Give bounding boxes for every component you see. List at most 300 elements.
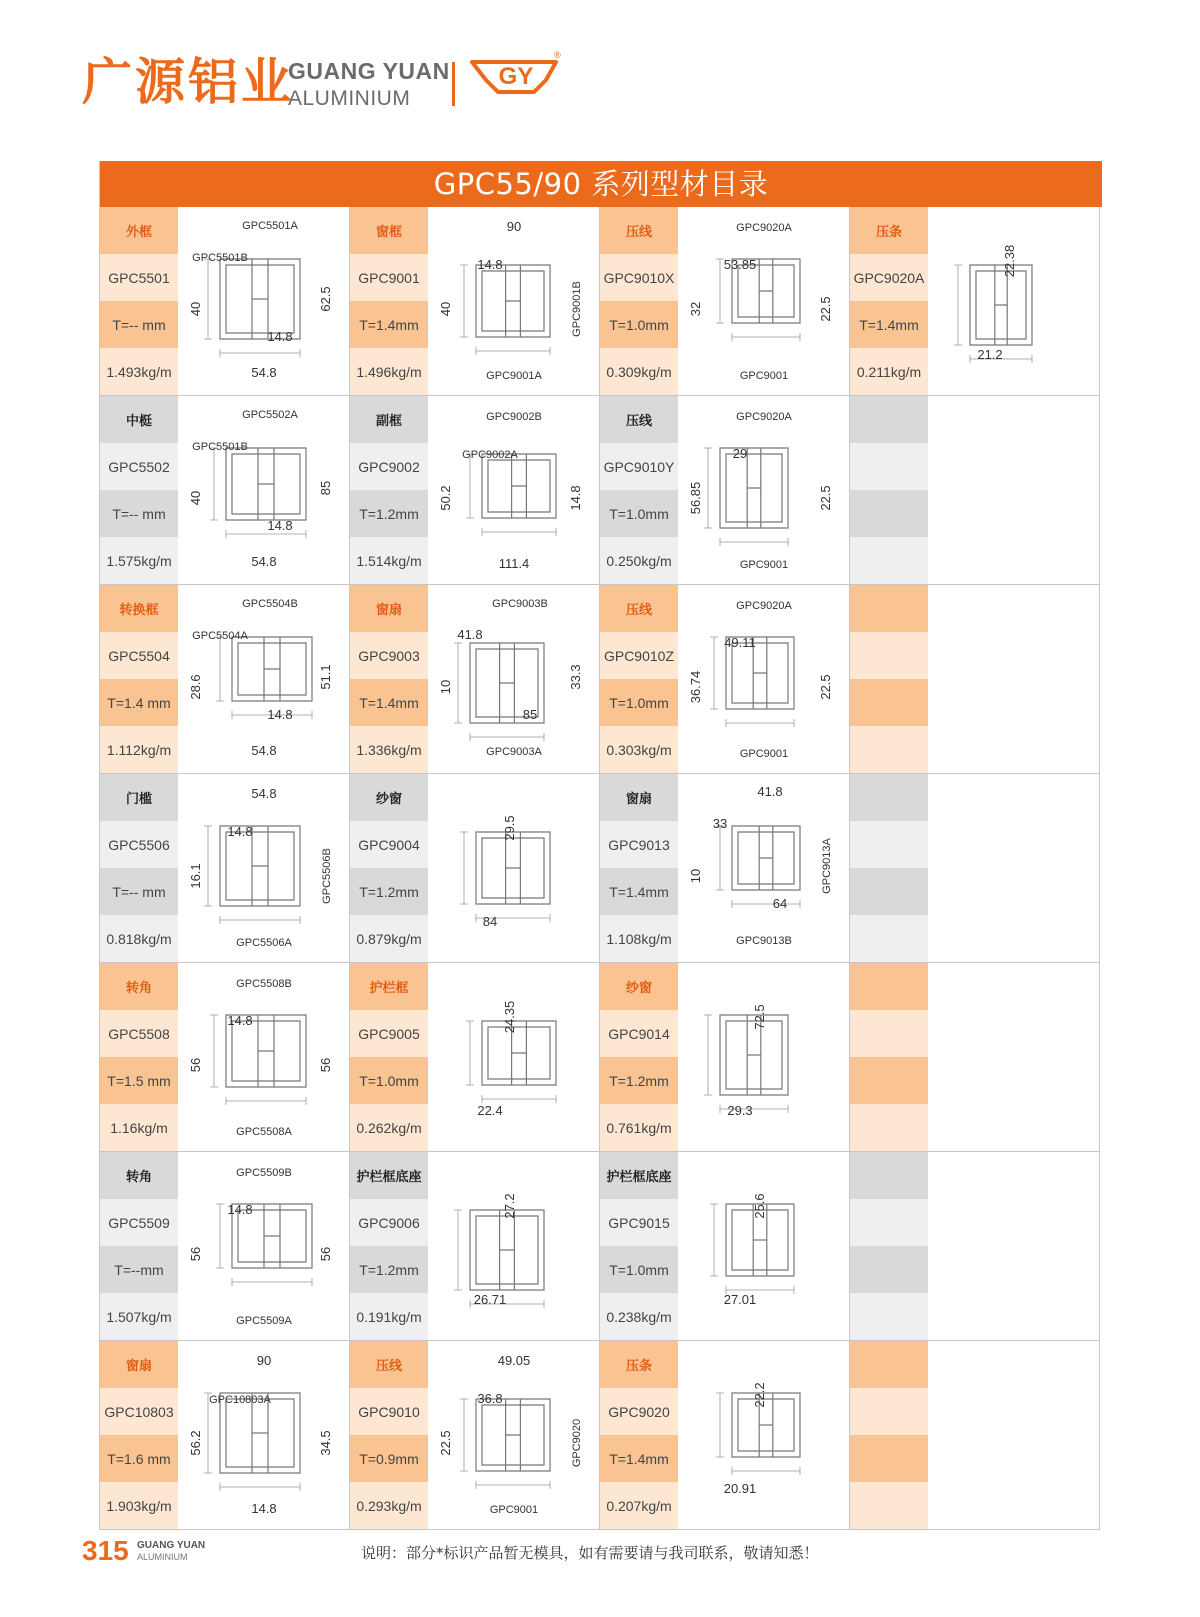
profile-model: GPC9013: [600, 821, 678, 868]
profile-info: [350, 396, 428, 584]
profile-cell: [600, 1152, 850, 1341]
profile-drawing: [430, 587, 598, 771]
profile-thickness: T=1.2mm: [350, 490, 428, 537]
part-code-label: GPC5501B: [192, 252, 248, 264]
profile-weight: 0.879kg/m: [350, 915, 428, 962]
dimension-label: 54.8: [251, 743, 277, 758]
profile-weight: 0.238kg/m: [600, 1293, 678, 1340]
profile-type: 窗扇: [600, 774, 678, 821]
profile-info: [850, 207, 928, 395]
profile-type: 窗扇: [100, 1341, 178, 1388]
profile-weight: 0.207kg/m: [600, 1482, 678, 1529]
profile-info: [100, 207, 178, 395]
profile-weight: 0.309kg/m: [600, 348, 678, 395]
profile-info: [100, 396, 178, 584]
profile-thickness: T=1.0mm: [600, 679, 678, 726]
catalog-title: GPC55/90 系列型材目录: [100, 161, 1102, 207]
profile-thickness: T=1.4mm: [350, 301, 428, 348]
dimension-label: 56: [188, 1057, 203, 1073]
profile-thickness: T=1.0mm: [350, 1057, 428, 1104]
profile-info: [600, 207, 678, 395]
part-code-label: GPC9001: [739, 748, 789, 760]
profile-drawing: [180, 398, 348, 582]
dimension-label: 56.2: [188, 1430, 203, 1456]
profile-type: 护栏框: [350, 963, 428, 1010]
profile-drawing: [680, 776, 848, 960]
profile-cross-section: [180, 776, 348, 960]
profile-thickness: T=1.2mm: [350, 1246, 428, 1293]
profile-model: GPC9003: [350, 632, 428, 679]
dimension-label: 27.01: [723, 1292, 757, 1307]
part-code-label: GPC5509A: [236, 1315, 292, 1327]
profile-cell: [850, 1341, 1100, 1530]
profile-thickness: [850, 1057, 928, 1104]
profile-weight: 1.903kg/m: [100, 1482, 178, 1529]
profile-model: [850, 632, 928, 679]
part-code-label: GPC5509B: [236, 1167, 292, 1179]
profile-type: 窗扇: [350, 585, 428, 632]
profile-thickness: T=1.0mm: [600, 301, 678, 348]
profile-type: 护栏框底座: [600, 1152, 678, 1199]
profile-weight: 1.496kg/m: [350, 348, 428, 395]
profile-info: [850, 1341, 928, 1529]
profile-info: [600, 585, 678, 773]
profile-cross-section: [430, 1154, 598, 1338]
profile-type: 副框: [350, 396, 428, 443]
profile-cross-section: [180, 1343, 348, 1527]
profile-cell: [100, 1152, 350, 1341]
profile-cross-section: [430, 965, 598, 1149]
profile-cell: [600, 1341, 850, 1530]
profile-info: [600, 963, 678, 1151]
profile-cell: [850, 207, 1100, 396]
profile-weight: [850, 1482, 928, 1529]
dimension-label: 14.8: [267, 707, 293, 722]
dimension-label: 22.4: [477, 1103, 503, 1118]
part-code-label: GPC9020A: [736, 222, 792, 234]
dimension-label: 49.11: [724, 635, 756, 650]
profile-type: 中梃: [100, 396, 178, 443]
profile-cell: [350, 963, 600, 1152]
profile-info: [100, 585, 178, 773]
profile-cross-section: [180, 398, 348, 582]
dimension-label: 34.5: [318, 1430, 333, 1456]
profile-info: [850, 774, 928, 962]
profile-info: [850, 585, 928, 773]
profile-weight: [850, 537, 928, 584]
profile-type: 转角: [100, 963, 178, 1010]
profile-cross-section: [430, 776, 598, 960]
profile-info: [600, 774, 678, 962]
profile-info: [100, 963, 178, 1151]
dimension-label: 36.74: [688, 670, 703, 704]
dimension-label: 14.8: [267, 329, 293, 344]
profile-cell: [350, 774, 600, 963]
profile-type: [850, 1341, 928, 1388]
profile-model: [850, 1388, 928, 1435]
profile-info: [600, 1152, 678, 1340]
profile-model: GPC9020A: [850, 254, 928, 301]
profile-model: GPC5509: [100, 1199, 178, 1246]
dimension-label: 29.5: [502, 815, 517, 841]
profile-weight: 0.250kg/m: [600, 537, 678, 584]
footer-note: 说明：部分*标识产品暂无模具，如有需要请与我司联系，敬请知悉！: [361, 1544, 819, 1562]
profile-weight: 1.493kg/m: [100, 348, 178, 395]
profile-drawing: [180, 209, 348, 393]
dimension-label: 41.8: [757, 784, 783, 799]
part-code-label: GPC5506B: [321, 848, 333, 904]
brand-subtitle-en: ALUMINIUM: [288, 87, 411, 110]
footer-brand-subtitle: ALUMINIUM: [137, 1552, 188, 1562]
dimension-label: 54.8: [251, 365, 277, 380]
profile-drawing: [430, 1343, 598, 1527]
dimension-label: 84: [482, 914, 498, 929]
dimension-label: 22.2: [752, 1382, 767, 1408]
profile-thickness: T=-- mm: [100, 868, 178, 915]
profile-catalog: [99, 161, 1102, 1530]
dimension-label: 10: [438, 679, 453, 695]
profile-cross-section: [180, 1154, 348, 1338]
profile-thickness: T=1.4mm: [850, 301, 928, 348]
profile-drawing: [680, 965, 848, 1149]
part-code-label: GPC5504A: [192, 630, 248, 642]
part-code-label: GPC10803A: [209, 1394, 271, 1406]
profile-model: GPC9014: [600, 1010, 678, 1057]
profile-model: [850, 1199, 928, 1246]
dimension-label: 14.8: [568, 485, 583, 511]
part-code-label: GPC5508B: [236, 978, 292, 990]
dimension-label: 29.3: [727, 1103, 753, 1118]
profile-info: [350, 1341, 428, 1529]
profile-cell: [350, 207, 600, 396]
profile-cell: [600, 585, 850, 774]
profile-cell: [100, 963, 350, 1152]
profile-thickness: T=1.5 mm: [100, 1057, 178, 1104]
profile-info: [100, 1152, 178, 1340]
profile-thickness: T=1.2mm: [350, 868, 428, 915]
dimension-label: 33.3: [568, 664, 583, 690]
profile-drawing: [930, 209, 1098, 393]
dimension-label: 90: [256, 1353, 272, 1368]
profile-model: GPC5506: [100, 821, 178, 868]
brand-name-en: GUANG YUAN: [288, 58, 450, 84]
profile-info: [850, 396, 928, 584]
profile-type: 压条: [850, 207, 928, 254]
profile-cross-section: [680, 398, 848, 582]
part-code-label: GPC9020: [571, 1418, 583, 1468]
profile-thickness: T=1.0mm: [600, 490, 678, 537]
profile-drawing: [180, 1154, 348, 1338]
profile-cell: [350, 585, 600, 774]
registered-mark: ®: [554, 50, 561, 60]
dimension-label: 56: [318, 1246, 333, 1262]
profile-model: GPC9010Y: [600, 443, 678, 490]
profile-type: 纱窗: [350, 774, 428, 821]
dimension-label: 41.8: [457, 627, 483, 642]
profile-thickness: [850, 1246, 928, 1293]
company-logo: [468, 50, 564, 106]
profile-model: GPC9010X: [600, 254, 678, 301]
profile-model: GPC10803: [100, 1388, 178, 1435]
dimension-label: 26.71: [473, 1292, 507, 1307]
dimension-label: 40: [438, 301, 453, 317]
profile-type: 压线: [350, 1341, 428, 1388]
profile-thickness: T=1.2mm: [600, 1057, 678, 1104]
profile-type: 纱窗: [600, 963, 678, 1010]
profile-type: 压线: [600, 396, 678, 443]
profile-cell: [350, 396, 600, 585]
profile-cross-section: [430, 209, 598, 393]
profile-drawing: [430, 209, 598, 393]
dimension-label: 16.1: [188, 863, 203, 889]
brand-divider: [452, 62, 455, 106]
profile-cell: [350, 1152, 600, 1341]
dimension-label: 111.4: [498, 556, 530, 571]
profile-weight: [850, 1104, 928, 1151]
profile-model: GPC9001: [350, 254, 428, 301]
profile-info: [100, 774, 178, 962]
profile-thickness: [850, 490, 928, 537]
profile-model: GPC5508: [100, 1010, 178, 1057]
page-number: 315: [82, 1535, 129, 1566]
part-code-label: GPC9013A: [821, 838, 833, 894]
profile-thickness: [850, 679, 928, 726]
dimension-label: 85: [318, 480, 333, 496]
part-code-label: GPC9001A: [486, 370, 542, 382]
dimension-label: 72.5: [752, 1004, 767, 1030]
profile-weight: 1.507kg/m: [100, 1293, 178, 1340]
profile-weight: 1.514kg/m: [350, 537, 428, 584]
profile-model: GPC9006: [350, 1199, 428, 1246]
profile-info: [350, 207, 428, 395]
profile-weight: 0.818kg/m: [100, 915, 178, 962]
profile-weight: [850, 915, 928, 962]
profile-cross-section: [180, 965, 348, 1149]
part-code-label: GPC5508A: [236, 1126, 292, 1138]
profile-cell: [100, 207, 350, 396]
profile-cross-section: [680, 1154, 848, 1338]
dimension-label: 40: [188, 301, 203, 317]
profile-model: [850, 443, 928, 490]
dimension-label: 36.8: [477, 1391, 503, 1406]
dimension-label: 50.2: [438, 485, 453, 511]
dimension-label: 24.35: [502, 1000, 517, 1034]
profile-type: 护栏框底座: [350, 1152, 428, 1199]
profile-type: 转角: [100, 1152, 178, 1199]
profile-weight: 0.761kg/m: [600, 1104, 678, 1151]
profile-cross-section: [680, 1343, 848, 1527]
profile-drawing: [180, 776, 348, 960]
profile-weight: 1.112kg/m: [100, 726, 178, 773]
profile-info: [350, 1152, 428, 1340]
profile-info: [350, 585, 428, 773]
dimension-label: 49.05: [497, 1353, 531, 1368]
profile-weight: 0.262kg/m: [350, 1104, 428, 1151]
part-code-label: GPC9001: [739, 370, 789, 382]
profile-drawing: [430, 1154, 598, 1338]
part-code-label: GPC5506A: [236, 937, 292, 949]
profile-cell: [100, 396, 350, 585]
profile-model: GPC9005: [350, 1010, 428, 1057]
profile-model: [850, 821, 928, 868]
profile-drawing: [430, 398, 598, 582]
profile-drawing: [180, 1343, 348, 1527]
dimension-label: 14.8: [477, 257, 503, 272]
dimension-label: 54.8: [251, 786, 277, 801]
profile-model: GPC9004: [350, 821, 428, 868]
profile-type: [850, 963, 928, 1010]
dimension-label: 54.8: [251, 554, 277, 569]
part-code-label: GPC9001: [489, 1504, 539, 1516]
profile-info: [100, 1341, 178, 1529]
part-code-label: GPC9020A: [736, 411, 792, 423]
profile-cell: [600, 963, 850, 1152]
profile-drawing: [430, 965, 598, 1149]
profile-cell: [850, 774, 1100, 963]
profile-drawing: [430, 776, 598, 960]
profile-thickness: [850, 1435, 928, 1482]
profile-weight: 0.211kg/m: [850, 348, 928, 395]
dimension-label: 32: [688, 301, 703, 317]
dimension-label: 40: [188, 490, 203, 506]
dimension-label: 53.85: [723, 257, 757, 272]
part-code-label: GPC5504B: [242, 598, 298, 610]
profile-weight: 0.293kg/m: [350, 1482, 428, 1529]
profile-cell: [850, 1152, 1100, 1341]
dimension-label: 14.8: [251, 1501, 277, 1516]
dimension-label: 21.2: [977, 347, 1003, 362]
profile-model: GPC9020: [600, 1388, 678, 1435]
profile-type: 压线: [600, 207, 678, 254]
profile-thickness: T=1.4 mm: [100, 679, 178, 726]
dimension-label: 56: [188, 1246, 203, 1262]
profile-drawing: [180, 965, 348, 1149]
part-code-label: GPC5501B: [192, 441, 248, 453]
profile-drawing: [180, 587, 348, 771]
profile-thickness: [850, 868, 928, 915]
profile-cross-section: [430, 1343, 598, 1527]
dimension-label: 14.8: [227, 1202, 253, 1217]
dimension-label: 28.6: [188, 674, 203, 700]
profile-type: [850, 585, 928, 632]
part-code-label: GPC5502A: [242, 409, 298, 421]
profile-cell: [600, 774, 850, 963]
profile-weight: 1.16kg/m: [100, 1104, 178, 1151]
dimension-label: 14.8: [227, 824, 253, 839]
profile-weight: 0.191kg/m: [350, 1293, 428, 1340]
profile-weight: [850, 726, 928, 773]
profile-weight: 1.108kg/m: [600, 915, 678, 962]
profile-drawing: [680, 1343, 848, 1527]
profile-type: 窗框: [350, 207, 428, 254]
profile-thickness: T=1.4mm: [600, 868, 678, 915]
profile-type: 压条: [600, 1341, 678, 1388]
dimension-label: 85: [522, 707, 538, 722]
profile-model: GPC9010Z: [600, 632, 678, 679]
profile-info: [350, 774, 428, 962]
profile-cross-section: [680, 209, 848, 393]
profile-cross-section: [680, 776, 848, 960]
profile-drawing: [680, 209, 848, 393]
profile-model: GPC5504: [100, 632, 178, 679]
dimension-label: 51.1: [318, 664, 333, 690]
profile-weight: 0.303kg/m: [600, 726, 678, 773]
dimension-label: 90: [506, 219, 522, 234]
profile-weight: 1.575kg/m: [100, 537, 178, 584]
dimension-label: 22.38: [1002, 244, 1017, 278]
profile-cross-section: [180, 587, 348, 771]
profile-cell: [850, 396, 1100, 585]
dimension-label: 25.6: [752, 1193, 767, 1219]
dimension-label: 27.2: [502, 1193, 517, 1219]
dimension-label: 22.5: [818, 674, 833, 700]
profile-type: 转换框: [100, 585, 178, 632]
dimension-label: 56: [318, 1057, 333, 1073]
profile-model: GPC9010: [350, 1388, 428, 1435]
profile-thickness: T=-- mm: [100, 301, 178, 348]
profile-cross-section: [430, 398, 598, 582]
part-code-label: GPC9001B: [571, 281, 583, 337]
profile-cell: [100, 774, 350, 963]
profile-info: [850, 963, 928, 1151]
dimension-label: 14.8: [267, 518, 293, 533]
dimension-label: 33: [712, 816, 728, 831]
dimension-label: 22.5: [438, 1430, 453, 1456]
dimension-label: 20.91: [723, 1481, 757, 1496]
part-code-label: GPC9002B: [486, 411, 542, 423]
profile-drawing: [680, 398, 848, 582]
profile-type: 门槛: [100, 774, 178, 821]
profile-model: GPC5502: [100, 443, 178, 490]
dimension-label: 29: [732, 446, 748, 461]
dimension-label: 14.8: [227, 1013, 253, 1028]
part-code-label: GPC9001: [739, 559, 789, 571]
dimension-label: 22.5: [818, 485, 833, 511]
profile-type: [850, 1152, 928, 1199]
profile-thickness: T=1.4mm: [350, 679, 428, 726]
profile-type: [850, 774, 928, 821]
profile-cell: [100, 585, 350, 774]
profile-model: [850, 1010, 928, 1057]
profile-info: [600, 1341, 678, 1529]
profile-thickness: T=1.0mm: [600, 1246, 678, 1293]
profile-cross-section: [680, 587, 848, 771]
dimension-label: 62.5: [318, 286, 333, 312]
logo-mark: GY: [498, 63, 534, 90]
profile-cross-section: [930, 209, 1098, 393]
profile-info: [350, 963, 428, 1151]
profile-cell: [600, 396, 850, 585]
profile-thickness: T=--mm: [100, 1246, 178, 1293]
dimension-label: 22.5: [818, 296, 833, 322]
part-code-label: GPC9020A: [736, 600, 792, 612]
profile-cross-section: [680, 965, 848, 1149]
part-code-label: GPC9013B: [736, 935, 792, 947]
footer-brand: GUANG YUAN: [137, 1540, 206, 1551]
page-header: [0, 0, 1200, 140]
profile-type: 压线: [600, 585, 678, 632]
profile-type: 外框: [100, 207, 178, 254]
part-code-label: GPC5501A: [242, 220, 298, 232]
part-code-label: GPC9003B: [492, 598, 548, 610]
profile-cell: [850, 963, 1100, 1152]
profile-drawing: [680, 587, 848, 771]
dimension-label: 10: [688, 868, 703, 884]
brand-name-cn: 广源铝业: [82, 53, 294, 111]
profile-thickness: T=1.6 mm: [100, 1435, 178, 1482]
profile-cell: [100, 1341, 350, 1530]
profile-thickness: T=0.9mm: [350, 1435, 428, 1482]
